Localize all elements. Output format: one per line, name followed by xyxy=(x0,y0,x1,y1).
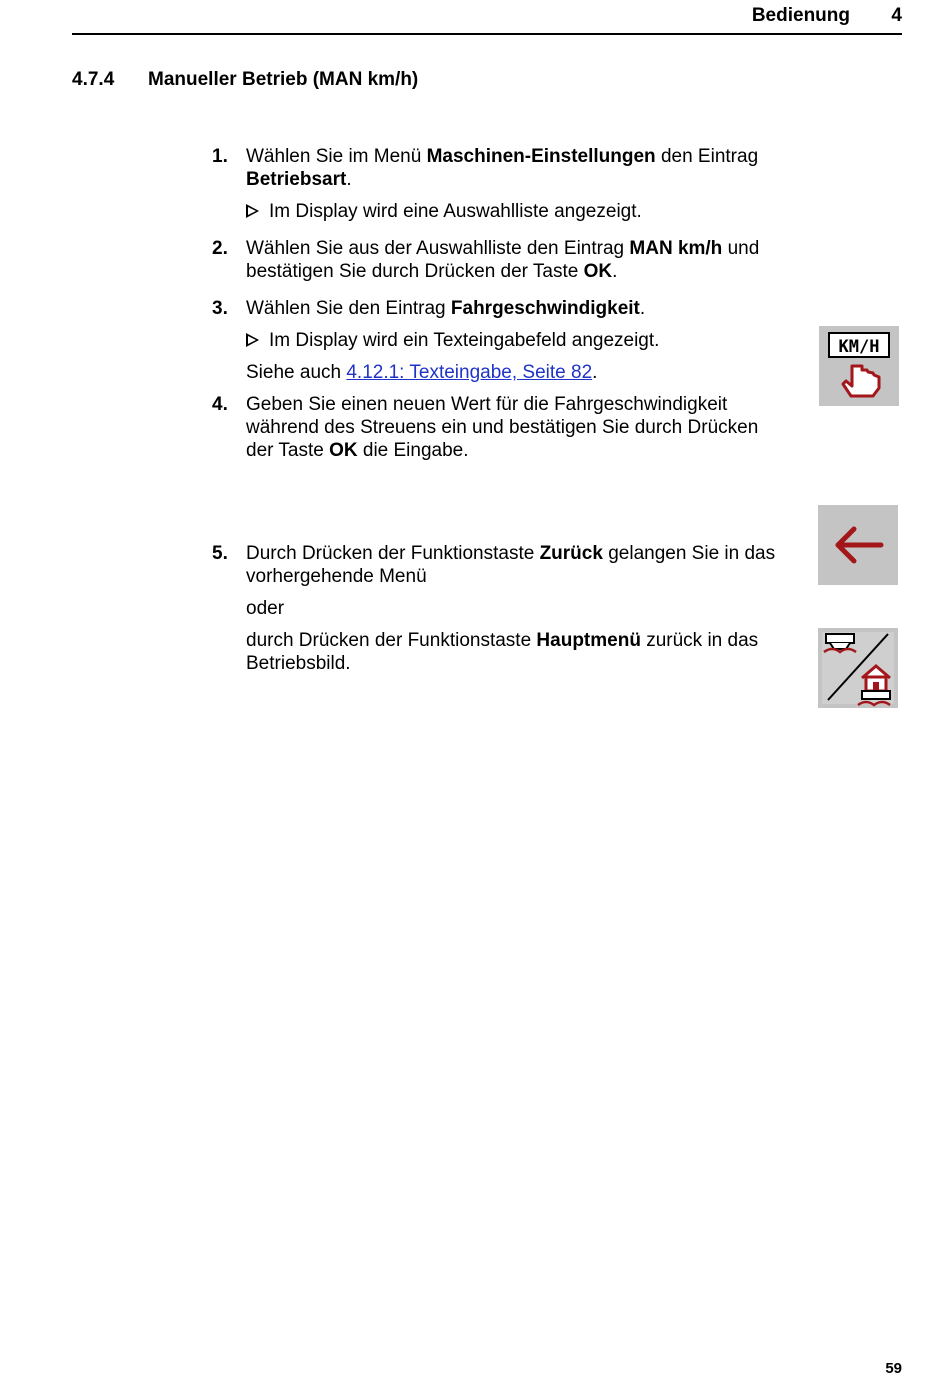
step-number: 1. xyxy=(212,146,228,167)
page-number: 59 xyxy=(885,1360,902,1377)
section-number: 4.7.4 xyxy=(72,69,115,90)
back-key-icon xyxy=(818,505,898,585)
header-divider xyxy=(72,33,902,35)
step-number: 2. xyxy=(212,238,228,259)
step-3-see-also: Siehe auch 4.12.1: Texteingabe, Seite 82. xyxy=(246,362,598,383)
step-5-or: oder xyxy=(246,598,285,619)
running-header-chapter-number: 4 xyxy=(891,5,902,26)
result-triangle-icon xyxy=(246,204,259,218)
kmh-hand-icon xyxy=(819,326,899,406)
step-5 xyxy=(212,542,782,588)
kmh-key-icon xyxy=(819,326,899,406)
step-2 xyxy=(212,237,782,283)
step-3 xyxy=(212,297,782,320)
step-3-result: Im Display wird ein Texteingabefeld angezeigt. xyxy=(246,329,786,352)
step-number: 3. xyxy=(212,298,228,319)
step-number: 5. xyxy=(212,543,228,564)
main-menu-icon xyxy=(818,628,898,708)
step-4 xyxy=(212,393,782,462)
step-text: Wählen Sie den Eintrag Fahrgeschwindigkeit. xyxy=(246,298,646,319)
main-menu-key-icon xyxy=(818,628,898,708)
step-text: Geben Sie einen neuen Wert für die Fahrgeschwindigkeit während des Streuens ein und bestätigen Sie durch Drücken der Taste OK die Eingabe. xyxy=(246,394,759,461)
cross-reference-link[interactable]: 4.12.1: Texteingabe, Seite 82 xyxy=(346,362,593,383)
step-text: Wählen Sie aus der Auswahlliste den Eintrag MAN km/h und bestätigen Sie durch Drücken der Taste OK. xyxy=(246,238,760,282)
result-triangle-icon xyxy=(246,333,259,347)
step-number: 4. xyxy=(212,394,228,415)
kmh-label: KM/H xyxy=(838,337,880,357)
step-text: Wählen Sie im Menü Maschinen-Einstellungen den Eintrag Betriebsart. xyxy=(246,146,759,190)
step-1-result: Im Display wird eine Auswahlliste angezeigt. xyxy=(246,200,786,223)
step-1 xyxy=(212,145,782,191)
step-5-alternative: durch Drücken der Funktionstaste Hauptmenü zurück in das Betriebsbild. xyxy=(246,630,759,674)
back-arrow-icon xyxy=(818,505,898,585)
section-title: Manueller Betrieb (MAN km/h) xyxy=(148,69,419,90)
step-text: Durch Drücken der Funktionstaste Zurück gelangen Sie in das vorhergehende Menü xyxy=(246,543,776,587)
running-header-chapter: Bedienung xyxy=(751,5,850,26)
